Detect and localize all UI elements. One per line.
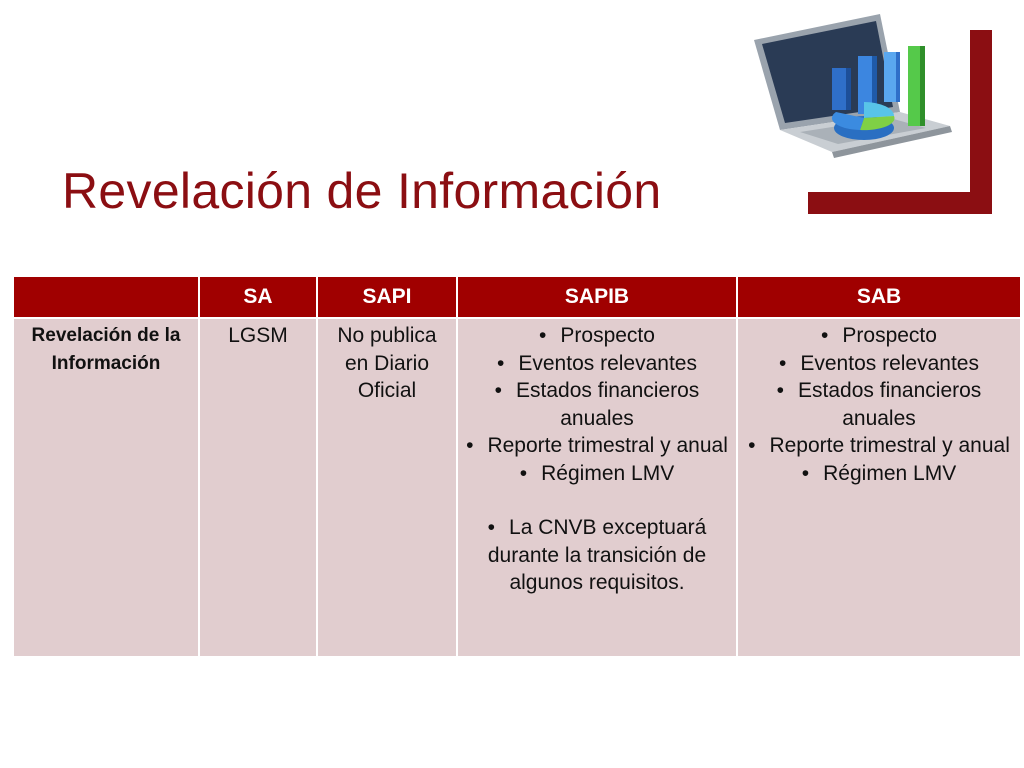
sab-bullet-list: [744, 322, 1014, 487]
comparison-table: [12, 275, 1022, 658]
header-cell-sab: SAB: [737, 276, 1021, 318]
header-cell-empty: [13, 276, 199, 318]
header-cell-sapi: SAPI: [317, 276, 457, 318]
header-cell-sa: SA: [199, 276, 317, 318]
list-item: • Estados financieros anuales: [776, 379, 982, 430]
table-row: [13, 318, 1021, 657]
list-item: • Reporte trimestral y anual: [466, 434, 728, 457]
list-item: • Régimen LMV: [519, 461, 675, 485]
list-item: • Eventos relevantes: [497, 351, 697, 375]
cell-sapib: [457, 318, 737, 657]
header-cell-sapib: SAPIB: [457, 276, 737, 318]
list-item: • Eventos relevantes: [779, 351, 979, 375]
cell-sa: LGSM: [199, 318, 317, 657]
list-item: • Prospecto: [821, 324, 937, 347]
row-label-revelacion: Revelación de la Información: [13, 318, 199, 657]
cell-sab: [737, 318, 1021, 657]
list-item: • La CNVB exceptuará durante la transición de algunos requisitos.: [487, 516, 707, 594]
sapib-bullet-list: [464, 322, 730, 597]
laptop-chart-illustration: [740, 0, 1010, 220]
list-item: • Prospecto: [539, 324, 655, 347]
slide-title: Revelación de Información: [62, 163, 662, 219]
cell-sapi: No publica en Diario Oficial: [317, 318, 457, 657]
list-item: • Reporte trimestral y anual: [748, 434, 1010, 457]
table-header-row: [13, 276, 1021, 318]
list-item: • Estados financieros anuales: [494, 379, 700, 430]
laptop-chart-icon: [740, 0, 1010, 220]
list-item: • Régimen LMV: [801, 461, 957, 485]
